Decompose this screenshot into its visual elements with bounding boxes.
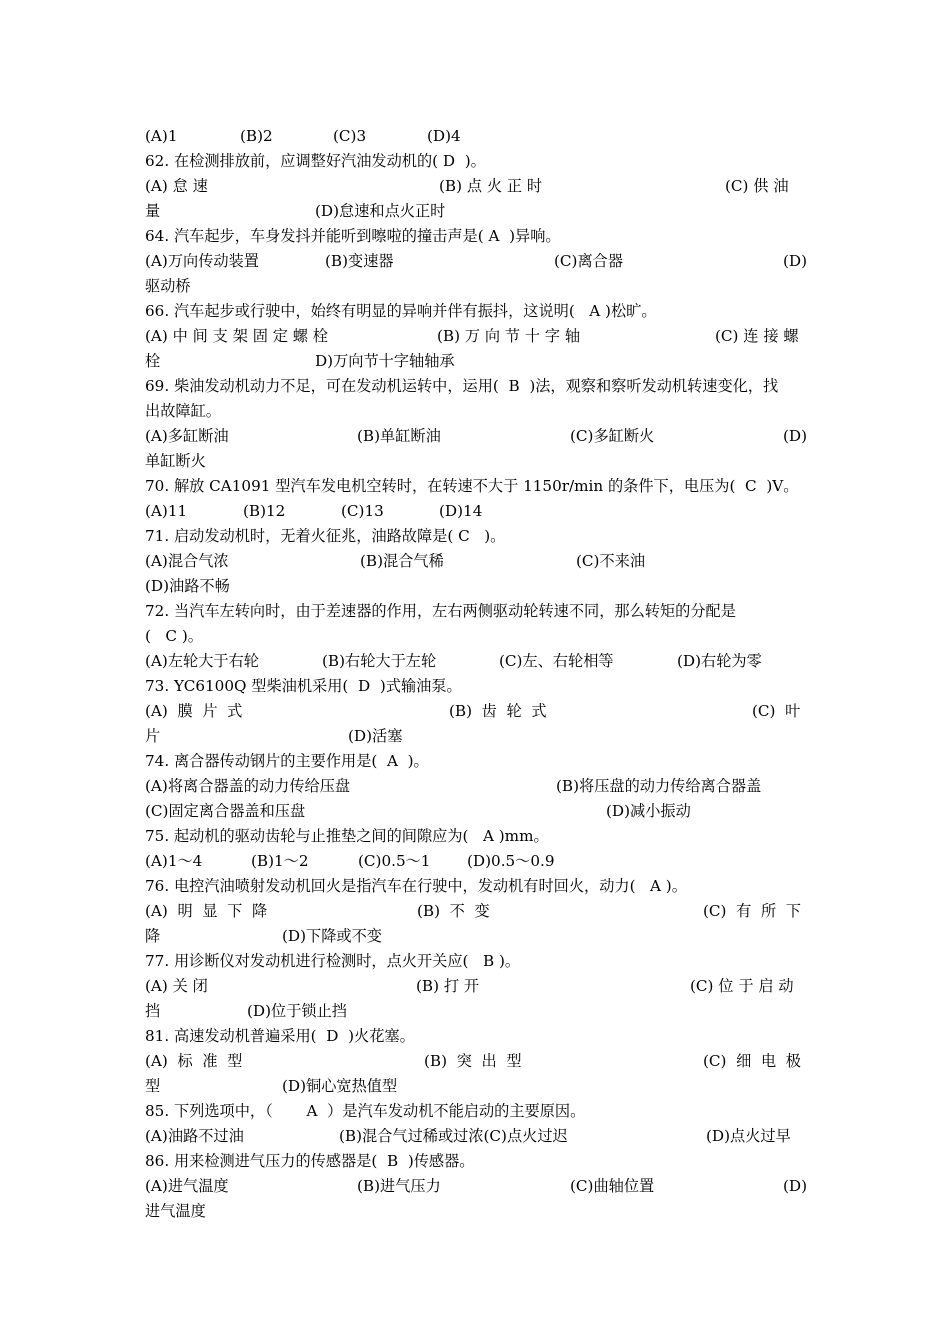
option-d: (D)位于锁止挡 (247, 1002, 347, 1020)
question-text: 85. 下列选项中，（ A ）是汽车发动机不能启动的主要原因。 (145, 1102, 586, 1120)
option-c: (C) 位 于 启 动 (690, 977, 794, 995)
question-64 (145, 224, 807, 248)
option-d: (D)下降或不变 (282, 927, 382, 945)
question-text: 70. 解放 CA1091 型汽车发电机空转时，在转速不大于 1150r/min 的条件下，电压为( C )V。 (145, 477, 799, 495)
text-line (145, 1199, 807, 1223)
question-text-cont: ( C )。 (145, 627, 203, 645)
option-b: (B) 打 开 (416, 977, 480, 995)
option-d: (D)活塞 (348, 727, 403, 745)
option-d: (D)0.5～0.9 (467, 852, 555, 870)
text-line (145, 174, 807, 198)
option-b: (B)1～2 (251, 852, 309, 870)
text-line (145, 399, 807, 423)
question-81 (145, 1024, 807, 1048)
option-c: (C) 有 所 下 (703, 902, 801, 920)
option-b: (B) 不 变 (417, 902, 490, 920)
text-line (145, 1049, 807, 1073)
text-line (145, 424, 807, 448)
question-text: 76. 电控汽油喷射发动机回火是指汽车在行驶中，发动机有时回火，动力( A )。 (145, 877, 687, 895)
text-line (145, 624, 807, 648)
question-76 (145, 874, 807, 898)
option-a: (A)1 (145, 127, 178, 145)
question-text: 81. 高速发动机普遍采用( D )火花塞。 (145, 1027, 415, 1045)
option-d: (D)点火过早 (706, 1127, 791, 1145)
question-74 (145, 749, 807, 773)
question-text-cont: 出故障缸。 (145, 402, 221, 420)
option-b: (B) 齿 轮 式 (449, 702, 547, 720)
text-line (145, 924, 807, 948)
question-text: 72. 当汽车左转向时，由于差速器的作用，左右两侧驱动轮转速不同，那么转矩的分配是 (145, 602, 736, 620)
text-line (145, 1124, 807, 1148)
text-line (145, 199, 807, 223)
option-c: (C)0.5～1 (358, 852, 431, 870)
option-d: (D) (783, 427, 808, 445)
option-c: (C)13 (341, 502, 384, 520)
question-66 (145, 299, 807, 323)
option-b: (B)将压盘的动力传给离合器盖 (556, 777, 762, 795)
option-c: (C)固定离合器盖和压盘 (145, 802, 306, 820)
option-d: (D)油路不畅 (145, 577, 230, 595)
question-text: 74. 离合器传动钢片的主要作用是( A )。 (145, 752, 429, 770)
option-d: (D)4 (427, 127, 461, 145)
text-line (145, 649, 807, 673)
option-a: (A) 中 间 支 架 固 定 螺 栓 (145, 327, 328, 345)
option-c: (C) 叶 (752, 702, 801, 720)
question-62 (145, 149, 807, 173)
question-85 (145, 1099, 807, 1123)
option-a: (A) 膜 片 式 (145, 702, 243, 720)
question-75 (145, 824, 807, 848)
option-c-cont: 挡 (145, 1002, 161, 1020)
question-text: 64. 汽车起步，车身发抖并能听到嚓啦的撞击声是( A )异响。 (145, 227, 561, 245)
option-c: (C)离合器 (554, 252, 624, 270)
option-d: (D) (783, 1177, 808, 1195)
text-line (145, 549, 807, 573)
text-line (145, 849, 807, 873)
option-c: (C)多缸断火 (570, 427, 655, 445)
question-72 (145, 599, 807, 623)
text-line (145, 274, 807, 298)
option-b: (B) 突 出 型 (424, 1052, 522, 1070)
option-b: (B)进气压力 (357, 1177, 441, 1195)
option-b: (B) 万 向 节 十 字 轴 (437, 327, 581, 345)
option-a: (A)进气温度 (145, 1177, 229, 1195)
option-c: (C) 供 油 (725, 177, 789, 195)
text-line (145, 499, 807, 523)
option-c-cont: 片 (145, 727, 161, 745)
question-text: 62. 在检测排放前，应调整好汽油发动机的( D )。 (145, 152, 486, 170)
question-text: 71. 启动发动机时，无着火征兆，油路故障是( C )。 (145, 527, 506, 545)
question-text: 66. 汽车起步或行驶中，始终有明显的异响并伴有振抖，这说明( A )松旷。 (145, 302, 657, 320)
option-c: (C)不来油 (576, 552, 646, 570)
text-line (145, 324, 807, 348)
question-text: 73. YC6100Q 型柴油机采用( D )式输油泵。 (145, 677, 462, 695)
option-b: (B)12 (243, 502, 286, 520)
option-d: (D) (783, 252, 808, 270)
option-a: (A)11 (145, 502, 188, 520)
option-d: (D)右轮为零 (677, 652, 762, 670)
option-d-cont: 进气温度 (145, 1202, 206, 1220)
text-line (145, 999, 807, 1023)
option-a: (A)油路不过油 (145, 1127, 244, 1145)
option-a: (A)万向传动装置 (145, 252, 259, 270)
option-a: (A)将离合器盖的动力传给压盘 (145, 777, 351, 795)
text-line (145, 574, 807, 598)
option-a: (A) 明 显 下 降 (145, 902, 268, 920)
option-b: (B)变速器 (325, 252, 394, 270)
option-b: (B)单缸断油 (357, 427, 441, 445)
text-line (145, 124, 807, 148)
option-c-cont: 降 (145, 927, 161, 945)
option-d: (D)怠速和点火正时 (315, 202, 446, 220)
text-line (145, 699, 807, 723)
option-c: (C)曲轴位置 (570, 1177, 655, 1195)
option-a: (A) 标 准 型 (145, 1052, 243, 1070)
text-line (145, 1074, 807, 1098)
question-text: 69. 柴油发动机动力不足，可在发动机运转中，运用( B )法，观察和察听发动机转速变化，找 (145, 377, 779, 395)
option-d: (D)14 (439, 502, 483, 520)
option-a: (A) 怠 速 (145, 177, 208, 195)
option-d: (D)减小振动 (606, 802, 691, 820)
question-text: 77. 用诊断仪对发动机进行检测时，点火开关应( B )。 (145, 952, 521, 970)
option-d-cont: 单缸断火 (145, 452, 206, 470)
question-71 (145, 524, 807, 548)
option-d: (D)铜心宽热值型 (282, 1077, 398, 1095)
text-line (145, 799, 807, 823)
question-text: 75. 起动机的驱动齿轮与止推垫之间的间隙应为( A )mm。 (145, 827, 549, 845)
option-a: (A)1～4 (145, 852, 203, 870)
option-d-cont: 驱动桥 (145, 277, 191, 295)
text-line (145, 899, 807, 923)
option-b: (B)2 (240, 127, 273, 145)
option-a: (A) 关 闭 (145, 977, 208, 995)
question-69 (145, 374, 807, 398)
text-line (145, 974, 807, 998)
option-c: (C) 连 接 螺 (715, 327, 799, 345)
text-line (145, 449, 807, 473)
option-c: (C)左、右轮相等 (499, 652, 614, 670)
option-b-c: (B)混合气过稀或过浓(C)点火过迟 (339, 1127, 568, 1145)
option-c: (C)3 (333, 127, 367, 145)
question-77 (145, 949, 807, 973)
option-d: D)万向节十字轴轴承 (315, 352, 455, 370)
option-a: (A)混合气浓 (145, 552, 229, 570)
option-c: (C) 细 电 极 (703, 1052, 801, 1070)
question-text: 86. 用来检测进气压力的传感器是( B )传感器。 (145, 1152, 475, 1170)
text-line (145, 349, 807, 373)
option-a: (A)左轮大于右轮 (145, 652, 259, 670)
option-c-cont: 型 (145, 1077, 161, 1095)
text-line (145, 724, 807, 748)
text-line (145, 774, 807, 798)
option-b: (B)右轮大于左轮 (322, 652, 437, 670)
question-70 (145, 474, 807, 498)
text-line (145, 1174, 807, 1198)
option-b: (B) 点 火 正 时 (439, 177, 543, 195)
option-a: (A)多缸断油 (145, 427, 229, 445)
option-c-cont: 栓 (145, 352, 161, 370)
question-86 (145, 1149, 807, 1173)
question-73 (145, 674, 807, 698)
text-line (145, 249, 807, 273)
option-b: (B)混合气稀 (360, 552, 444, 570)
option-c-cont: 量 (145, 202, 161, 220)
